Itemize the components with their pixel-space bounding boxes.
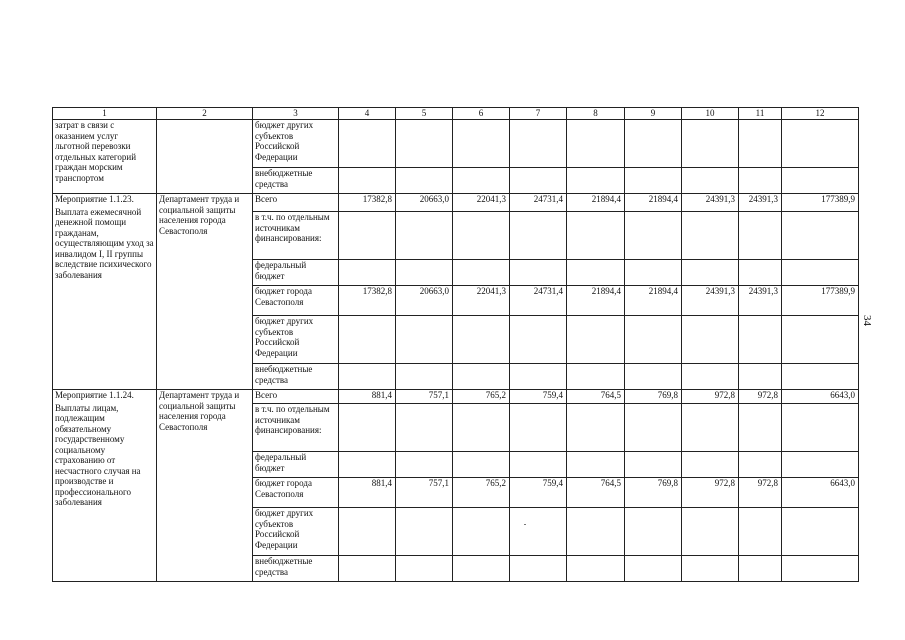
- column-header: 7: [510, 108, 567, 120]
- value-cell: [567, 404, 625, 452]
- value-cell: [510, 556, 567, 582]
- value-cell: [625, 556, 682, 582]
- value-cell: 759,4: [510, 478, 567, 508]
- value-cell: [739, 168, 782, 194]
- measure-title: Мероприятие 1.1.23.: [55, 194, 134, 204]
- value-cell: 177389,9: [782, 194, 859, 212]
- value-cell: [682, 364, 739, 390]
- value-cell: [396, 212, 453, 260]
- executor-cell: Департамент труда и социальной защиты населения города Севастополя: [157, 194, 253, 390]
- value-cell: 17382,8: [339, 194, 396, 212]
- value-cell: [782, 260, 859, 286]
- value-cell: [782, 212, 859, 260]
- value-cell: [782, 556, 859, 582]
- value-cell: 757,1: [396, 478, 453, 508]
- value-cell: 764,5: [567, 478, 625, 508]
- value-cell: [453, 316, 510, 364]
- funding-source: Всего: [253, 390, 339, 404]
- value-cell: [396, 120, 453, 168]
- scan-speck: [524, 524, 526, 525]
- value-cell: [682, 316, 739, 364]
- column-header: 1: [53, 108, 157, 120]
- value-cell: [453, 452, 510, 478]
- value-cell: 17382,8: [339, 286, 396, 316]
- column-header: 4: [339, 108, 396, 120]
- column-header: 10: [682, 108, 739, 120]
- funding-source: бюджет других субъектов Российской Федерации: [253, 316, 339, 364]
- value-cell: [739, 508, 782, 556]
- value-cell: 24391,3: [739, 194, 782, 212]
- value-cell: 769,8: [625, 390, 682, 404]
- value-cell: [739, 364, 782, 390]
- value-cell: 769,8: [625, 478, 682, 508]
- value-cell: [510, 212, 567, 260]
- value-cell: 20663,0: [396, 286, 453, 316]
- value-cell: 759,4: [510, 390, 567, 404]
- value-cell: [625, 404, 682, 452]
- value-cell: [739, 316, 782, 364]
- value-cell: [396, 364, 453, 390]
- value-cell: [510, 120, 567, 168]
- value-cell: [567, 364, 625, 390]
- funding-source: федеральный бюджет: [253, 452, 339, 478]
- value-cell: [739, 260, 782, 286]
- funding-source: федеральный бюджет: [253, 260, 339, 286]
- value-cell: [567, 212, 625, 260]
- value-cell: [625, 316, 682, 364]
- value-cell: [739, 452, 782, 478]
- funding-source: бюджет других субъектов Российской Федерации: [253, 120, 339, 168]
- value-cell: [567, 120, 625, 168]
- value-cell: [453, 556, 510, 582]
- executor-cell: Департамент труда и социальной защиты населения города Севастополя: [157, 390, 253, 582]
- value-cell: [682, 120, 739, 168]
- value-cell: 972,8: [739, 390, 782, 404]
- measure-cell: [53, 390, 157, 582]
- value-cell: [567, 556, 625, 582]
- value-cell: 764,5: [567, 390, 625, 404]
- value-cell: [339, 508, 396, 556]
- value-cell: [339, 404, 396, 452]
- value-cell: [339, 364, 396, 390]
- value-cell: [739, 212, 782, 260]
- value-cell: 765,2: [453, 478, 510, 508]
- value-cell: [625, 168, 682, 194]
- table-row: [53, 194, 859, 212]
- value-cell: [339, 452, 396, 478]
- value-cell: [739, 120, 782, 168]
- value-cell: 24731,4: [510, 286, 567, 316]
- value-cell: [396, 556, 453, 582]
- column-header: 2: [157, 108, 253, 120]
- value-cell: [567, 316, 625, 364]
- value-cell: 6643,0: [782, 478, 859, 508]
- measure-cell: [53, 194, 157, 390]
- column-header: 9: [625, 108, 682, 120]
- value-cell: [453, 508, 510, 556]
- funding-source: бюджет города Севастополя: [253, 478, 339, 508]
- value-cell: [453, 120, 510, 168]
- table-row: [53, 390, 859, 404]
- value-cell: 6643,0: [782, 390, 859, 404]
- value-cell: [625, 212, 682, 260]
- value-cell: [453, 364, 510, 390]
- value-cell: 21894,4: [625, 194, 682, 212]
- measure-description: Выплата ежемесячной денежной помощи гражданам, осуществляющим уход за инвалидом I, II группы вследствие психического заболевания: [55, 206, 154, 280]
- value-cell: [625, 120, 682, 168]
- value-cell: [782, 404, 859, 452]
- value-cell: [567, 508, 625, 556]
- value-cell: [739, 404, 782, 452]
- funding-source: Всего: [253, 194, 339, 212]
- value-cell: [567, 452, 625, 478]
- value-cell: 24391,3: [739, 286, 782, 316]
- budget-table: [52, 107, 859, 582]
- value-cell: [453, 212, 510, 260]
- value-cell: [682, 452, 739, 478]
- value-cell: 881,4: [339, 390, 396, 404]
- value-cell: [510, 260, 567, 286]
- column-header: 6: [453, 108, 510, 120]
- executor-cell: [157, 120, 253, 194]
- value-cell: [782, 316, 859, 364]
- column-header: 12: [782, 108, 859, 120]
- value-cell: 972,8: [682, 478, 739, 508]
- value-cell: [339, 120, 396, 168]
- measure-cell: [53, 120, 157, 194]
- value-cell: [339, 168, 396, 194]
- value-cell: 22041,3: [453, 194, 510, 212]
- value-cell: 972,8: [682, 390, 739, 404]
- value-cell: 881,4: [339, 478, 396, 508]
- value-cell: [682, 168, 739, 194]
- funding-source: бюджет города Севастополя: [253, 286, 339, 316]
- value-cell: [782, 508, 859, 556]
- value-cell: 765,2: [453, 390, 510, 404]
- value-cell: [782, 364, 859, 390]
- table-row: [53, 120, 859, 168]
- value-cell: [625, 508, 682, 556]
- column-header: 11: [739, 108, 782, 120]
- value-cell: 24391,3: [682, 286, 739, 316]
- table-body: [53, 108, 859, 582]
- column-header: 3: [253, 108, 339, 120]
- value-cell: 24391,3: [682, 194, 739, 212]
- value-cell: [682, 404, 739, 452]
- column-header-row: [53, 108, 859, 120]
- funding-source: внебюджетные средства: [253, 364, 339, 390]
- value-cell: [510, 364, 567, 390]
- value-cell: 177389,9: [782, 286, 859, 316]
- value-cell: [625, 260, 682, 286]
- value-cell: [339, 212, 396, 260]
- value-cell: [567, 260, 625, 286]
- value-cell: [396, 168, 453, 194]
- value-cell: 24731,4: [510, 194, 567, 212]
- value-cell: [682, 260, 739, 286]
- value-cell: [396, 508, 453, 556]
- measure-description: Выплаты лицам, подлежащим обязательному государственному социальному страхованию от несчастного случая на производстве и профессионального заболевания: [55, 402, 141, 507]
- value-cell: [510, 508, 567, 556]
- value-cell: [396, 452, 453, 478]
- value-cell: [339, 316, 396, 364]
- value-cell: [782, 168, 859, 194]
- value-cell: [739, 556, 782, 582]
- value-cell: [396, 404, 453, 452]
- value-cell: 21894,4: [567, 286, 625, 316]
- funding-source: в т.ч. по отдельным источникам финансирования:: [253, 212, 339, 260]
- value-cell: 20663,0: [396, 194, 453, 212]
- funding-source: внебюджетные средства: [253, 168, 339, 194]
- value-cell: [339, 556, 396, 582]
- column-header: 8: [567, 108, 625, 120]
- value-cell: [453, 260, 510, 286]
- value-cell: [782, 452, 859, 478]
- value-cell: [625, 364, 682, 390]
- value-cell: [510, 404, 567, 452]
- value-cell: [682, 212, 739, 260]
- value-cell: [510, 316, 567, 364]
- value-cell: 757,1: [396, 390, 453, 404]
- value-cell: [339, 260, 396, 286]
- value-cell: [396, 260, 453, 286]
- value-cell: [682, 508, 739, 556]
- value-cell: 972,8: [739, 478, 782, 508]
- measure-description: затрат в связи с оказанием услуг льготной перевозки отдельных категорий граждан морским транспортом: [55, 120, 137, 183]
- value-cell: [510, 168, 567, 194]
- value-cell: [510, 452, 567, 478]
- page-number: 34: [861, 315, 873, 326]
- measure-title: Мероприятие 1.1.24.: [55, 390, 134, 400]
- value-cell: 21894,4: [625, 286, 682, 316]
- value-cell: [396, 316, 453, 364]
- value-cell: [782, 120, 859, 168]
- value-cell: 21894,4: [567, 194, 625, 212]
- value-cell: [567, 168, 625, 194]
- value-cell: [453, 168, 510, 194]
- value-cell: 22041,3: [453, 286, 510, 316]
- funding-source: бюджет других субъектов Российской Федерации: [253, 508, 339, 556]
- value-cell: [453, 404, 510, 452]
- column-header: 5: [396, 108, 453, 120]
- value-cell: [625, 452, 682, 478]
- funding-source: внебюджетные средства: [253, 556, 339, 582]
- funding-source: в т.ч. по отдельным источникам финансирования:: [253, 404, 339, 452]
- value-cell: [682, 556, 739, 582]
